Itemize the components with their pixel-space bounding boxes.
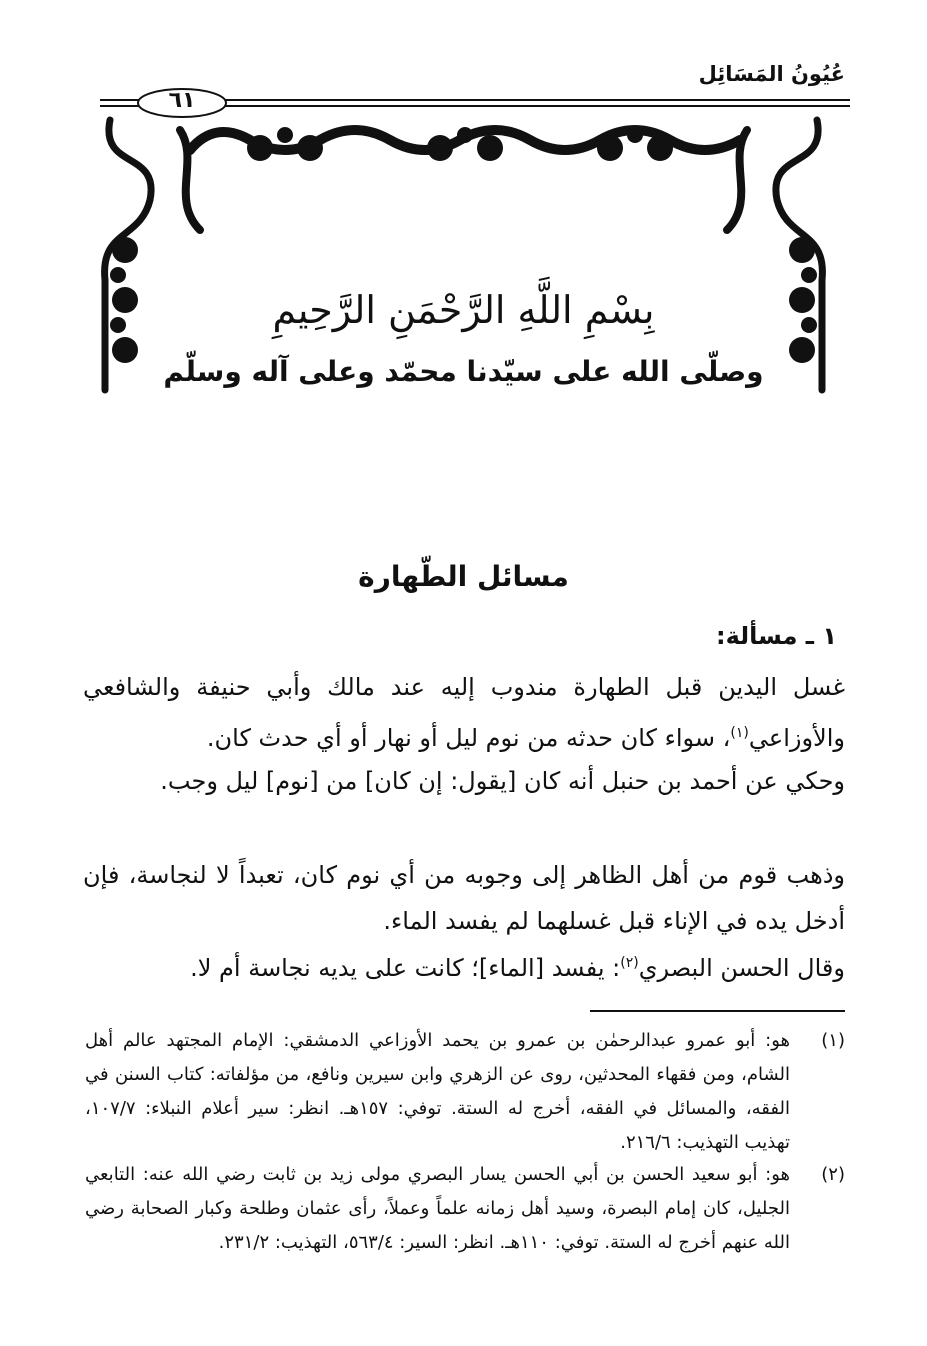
paragraph-text: : يفسد [الماء]؛ كانت على يديه نجاسة أم لا.	[190, 954, 621, 982]
issue-heading: ١ ـ مسألة:	[715, 622, 837, 650]
page-number: ٦١	[168, 88, 196, 113]
running-title: عُيُونُ المَسَائِل	[698, 62, 845, 86]
footnote-text: هو: أبو سعيد الحسن بن أبي الحسن يسار البصري مولى زيد بن ثابت رضي الله عنه: التابعي الجليل، كان إمام البصرة، وسيد أهل زمانه علماً وعملاً، رأى عثمان وطلحة وكبار الصحابة رضي الله عنهم أخرج له الستة. توفي: ١١٠هـ. انظر: السير: ٥٦٣/٤، التهذيب: ٢٣١/٢.	[85, 1164, 790, 1253]
footnote-1	[85, 1024, 845, 1160]
footnote-text: هو: أبو عمرو عبدالرحمٰن بن عمرو بن يحمد الأوزاعي الدمشقي: الإمام المجتهد عالم أهل الشام، ومن فقهاء المحدثين، روى عن الزهري وابن سيرين ونافع، من مؤلفاته: كتاب السنن في الفقه، والمسائل في الفقه، أخرج له الستة. توفي: ١٥٧هـ. انظر: سير أعلام النبلاء: ١٠٧/٧، تهذيب التهذيب: ٢١٦/٦.	[85, 1030, 790, 1153]
paragraph-2	[83, 758, 845, 804]
paragraph-text: وحكي عن أحمد بن حنبل أنه كان [يقول: إن كان] من [نوم] ليل وجب.	[160, 767, 845, 795]
section-title: مسائل الطّهارة	[358, 560, 569, 593]
paragraph-4	[83, 940, 845, 991]
paragraph-text: وذهب قوم من أهل الظاهر إلى وجوبه من أي نوم كان، تعبداً لا لنجاسة، فإن أدخل يده في الإناء قبل غسلهما لم يفسد الماء.	[83, 861, 845, 935]
footnote-divider	[590, 1010, 845, 1012]
footnote-marker[interactable]: (١)	[730, 725, 749, 741]
footnote-2	[85, 1158, 845, 1260]
paragraph-text: ، سواء كان حدثه من نوم ليل أو نهار أو أي حدث كان.	[206, 724, 731, 752]
footnote-marker[interactable]: (٢)	[620, 955, 639, 971]
paragraph-text: وقال الحسن البصري	[638, 954, 845, 982]
footnote-number: (١)	[821, 1030, 845, 1051]
salutation: وصلّى الله على سيّدنا محمّد وعلى آله وسلّم	[163, 355, 764, 388]
basmala: بِسْمِ اللَّهِ الرَّحْمَنِ الرَّحِيمِ	[272, 288, 655, 332]
paragraph-text: غسل اليدين قبل الطهارة مندوب إليه عند مالك وأبي حنيفة والشافعي والأوزاعي	[83, 673, 845, 752]
paragraph-3	[83, 852, 845, 944]
paragraph-1	[83, 664, 845, 761]
footnote-number: (٢)	[821, 1164, 845, 1185]
